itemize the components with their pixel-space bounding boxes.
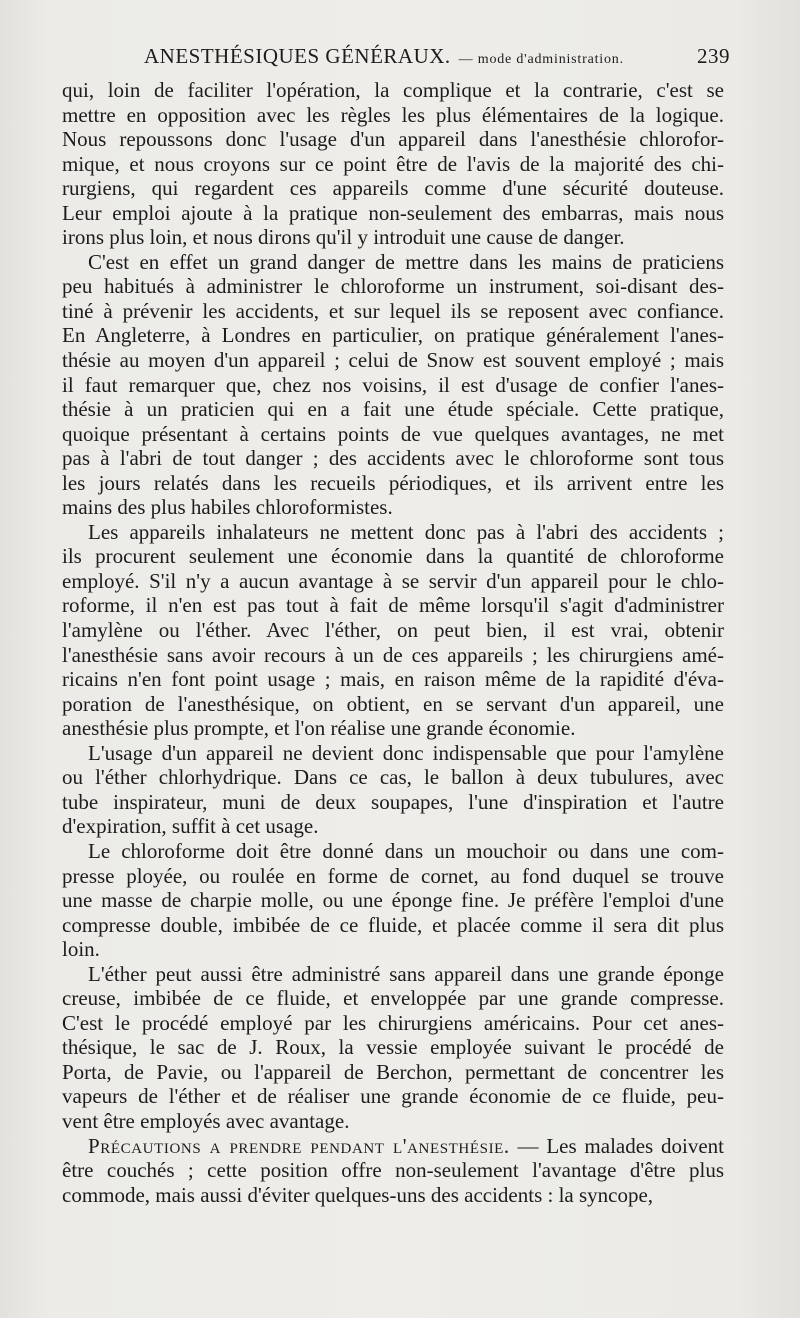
text-line: vapeurs de l'éther et de réaliser une grande économie de ce fluide, peu-: [62, 1084, 724, 1109]
paragraph: [62, 1134, 724, 1208]
text-line: peu habitués à administrer le chloroforme un instrument, soi-disant des-: [62, 274, 724, 299]
text-line: anesthésie plus prompte, et l'on réalise une grande économie.: [62, 716, 576, 741]
paragraph: [62, 962, 724, 1134]
paragraph: [62, 78, 724, 250]
text-line: Leur emploi ajoute à la pratique non-seulement des embarras, mais nous: [62, 200, 724, 225]
text-line: d'expiration, suffit à cet usage.: [62, 814, 319, 839]
page-number: 239: [697, 44, 730, 68]
paragraph: [62, 839, 724, 962]
text-line: vent être employés avec avantage.: [62, 1108, 350, 1133]
section-heading: Précautions a prendre pendant l'anesthésie.: [88, 1133, 510, 1158]
text-line: En Angleterre, à Londres en particulier, on pratique généralement l'anes-: [62, 323, 724, 348]
text-line: loin.: [62, 937, 100, 962]
text-line: Porta, de Pavie, ou l'appareil de Berchon, permettant de concentrer les: [62, 1059, 724, 1084]
heading-continuation: — Les malades doivent: [509, 1133, 724, 1158]
text-line: poration de l'anesthésique, on obtient, en se servant d'un appareil, une: [62, 691, 724, 716]
text-line: rurgiens, qui regardent ces appareils comme d'une sécurité douteuse.: [62, 176, 724, 201]
text-line: l'anesthésie sans avoir recours à un de ces appareils ; les chirurgiens amé-: [62, 642, 724, 667]
text-line: Le chloroforme doit être donné dans un mouchoir ou dans une com-: [88, 838, 724, 863]
text-line: presse ployée, ou roulée en forme de cornet, au fond duquel se trouve: [62, 863, 724, 888]
text-line: thésie au moyen d'un appareil ; celui de Snow est souvent employé ; mais: [62, 348, 724, 373]
text-line: Les appareils inhalateurs ne mettent donc pas à l'abri des accidents ;: [88, 519, 724, 544]
text-line: commode, mais aussi d'éviter quelques-uns des accidents : la syncope,: [62, 1182, 654, 1207]
text-line: une masse de charpie molle, ou une éponge fine. Je préfère l'emploi d'une: [62, 888, 724, 913]
text-line: employé. S'il n'y a aucun avantage à se servir d'un appareil pour le chlo-: [62, 568, 724, 593]
running-title-section: — mode d'administration.: [458, 52, 624, 67]
text-line: mettre en opposition avec les règles les plus élémentaires de la logique.: [62, 102, 724, 127]
text-line: tube inspirateur, muni de deux soupapes, l'une d'inspiration et l'autre: [62, 789, 724, 814]
text-line: tiné à prévenir les accidents, et sur lequel ils se reposent avec confiance.: [62, 298, 724, 323]
text-line: être couchés ; cette position offre non-seulement l'avantage d'être plus: [62, 1158, 724, 1183]
text-line: les jours relatés dans les recueils périodiques, et ils arrivent entre les: [62, 470, 724, 495]
text-line: qui, loin de faciliter l'opération, la complique et la contrarie, c'est se: [62, 78, 724, 102]
text-line: thésie à un praticien qui en a fait une étude spéciale. Cette pratique,: [62, 397, 724, 422]
text-line: ou l'éther chlorhydrique. Dans ce cas, le ballon à deux tubulures, avec: [62, 765, 724, 790]
text-line: C'est le procédé employé par les chirurgiens américains. Pour cet anes-: [62, 1010, 724, 1035]
running-title: [144, 44, 624, 69]
body-text: [62, 78, 724, 1207]
text-line: mique, et nous croyons sur ce point être de l'avis de la majorité des chi-: [62, 151, 724, 176]
text-line: L'éther peut aussi être administré sans appareil dans une grande éponge: [88, 961, 724, 986]
text-line: pas à l'abri de tout danger ; des accidents avec le chloroforme sont tous: [62, 446, 724, 471]
text-line: quoique présentant à certains points de vue quelques avantages, ne met: [62, 421, 724, 446]
text-line: roforme, il n'en est pas tout à fait de même lorsqu'il s'agit d'administrer: [62, 593, 724, 618]
text-line: il faut remarquer que, chez nos voisins, il est d'usage de confier l'anes-: [62, 372, 724, 397]
running-title-main: ANESTHÉSIQUES GÉNÉRAUX.: [144, 44, 451, 68]
text-line: ricains n'en font point usage ; mais, en raison même de la rapidité d'éva-: [62, 667, 724, 692]
text-line: L'usage d'un appareil ne devient donc indispensable que pour l'amylène: [88, 740, 724, 765]
paragraph: [62, 741, 724, 839]
text-line: creuse, imbibée de ce fluide, et enveloppée par une grande compresse.: [62, 986, 724, 1011]
paragraph: [62, 520, 724, 741]
text-line: mains des plus habiles chloroformistes.: [62, 495, 393, 520]
text-line: thésique, le sac de J. Roux, la vessie employée suivant le procédé de: [62, 1035, 724, 1060]
text-line: compresse double, imbibée de ce fluide, et placée comme il sera dit plus: [62, 912, 724, 937]
text-line: irons plus loin, et nous dirons qu'il y introduit une cause de danger.: [62, 225, 625, 250]
text-line: l'amylène ou l'éther. Avec l'éther, on peut bien, il est vrai, obtenir: [62, 618, 724, 643]
running-header: [62, 44, 730, 74]
text-line: C'est en effet un grand danger de mettre dans les mains de praticiens: [88, 249, 724, 274]
paragraph: [62, 250, 724, 520]
text-line: Nous repoussons donc l'usage d'un appareil dans l'anesthésie chlorofor-: [62, 127, 724, 152]
text-line: [62, 1134, 724, 1159]
text-line: ils procurent seulement une économie dans la quantité de chloroforme: [62, 544, 724, 569]
